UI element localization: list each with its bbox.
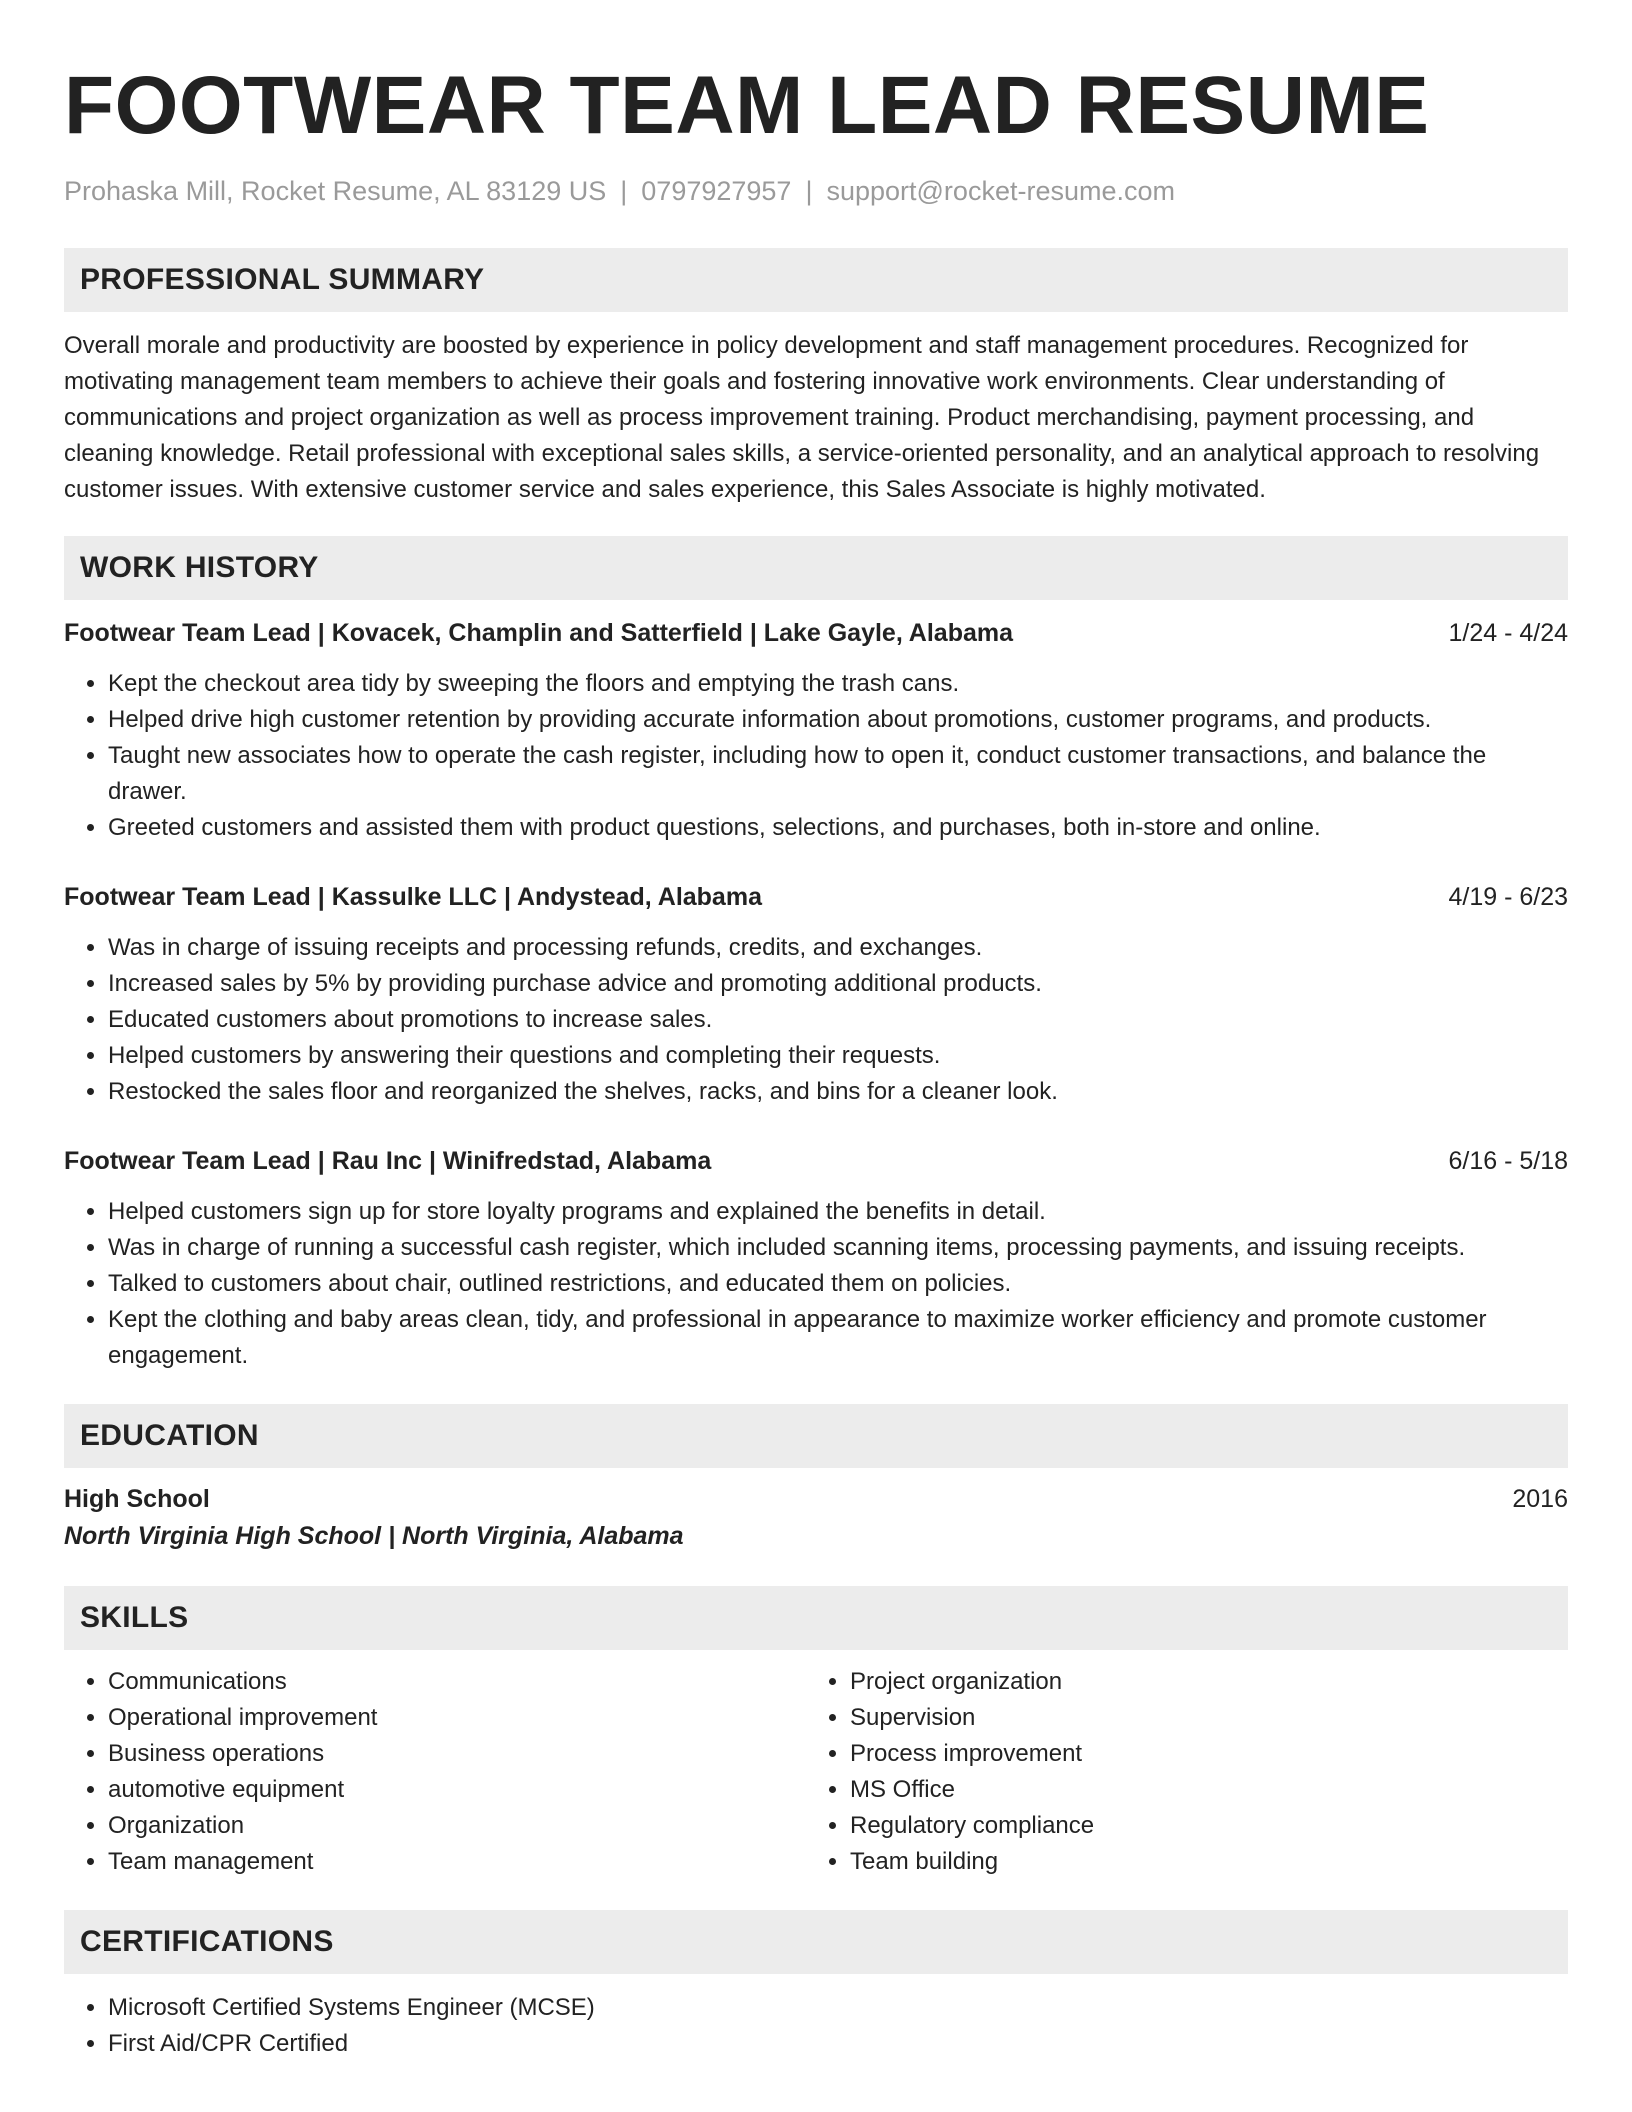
list-item: • automotive equipment <box>108 1772 806 1808</box>
job-header <box>64 1144 1568 1178</box>
list-item: • Increased sales by 5% by providing purchase advice and promoting additional products. <box>108 966 1568 1002</box>
list-item: • Helped customers by answering their questions and completing their requests. <box>108 1038 1568 1074</box>
list-item: • Business operations <box>108 1736 806 1772</box>
job-bullets <box>64 1194 1568 1374</box>
list-item: • Team building <box>850 1844 1566 1880</box>
skills-right-column <box>806 1664 1566 1880</box>
job-dates: 1/24 - 4/24 <box>1448 619 1568 647</box>
job-title: Footwear Team Lead | Kassulke LLC | Andystead, Alabama <box>64 883 762 911</box>
contact-line <box>64 174 1568 208</box>
list-item: • Restocked the sales floor and reorganized the shelves, racks, and bins for a cleaner look. <box>108 1074 1568 1110</box>
list-item: • Taught new associates how to operate the cash register, including how to open it, conduct customer transactions, and balance the drawer. <box>108 738 1568 810</box>
certifications-list <box>64 1990 1568 2062</box>
resume-title: FOOTWEAR TEAM LEAD RESUME <box>64 60 1430 151</box>
education-entry <box>64 1482 1568 1556</box>
job-title: Footwear Team Lead | Rau Inc | Winifredstad, Alabama <box>64 1147 712 1175</box>
list-item: • First Aid/CPR Certified <box>108 2026 1568 2062</box>
list-item: • Team management <box>108 1844 806 1880</box>
list-item: • Regulatory compliance <box>850 1808 1566 1844</box>
contact-separator: | <box>620 176 628 206</box>
list-item: • Kept the clothing and baby areas clean, tidy, and professional in appearance to maximize worker efficiency and promote customer engagement. <box>108 1302 1568 1374</box>
certifications-heading: CERTIFICATIONS <box>64 1910 1568 1974</box>
list-item: • Talked to customers about chair, outlined restrictions, and educated them on policies. <box>108 1266 1568 1302</box>
list-item: • Educated customers about promotions to increase sales. <box>108 1002 1568 1038</box>
skills-columns <box>64 1664 1568 1880</box>
list-item: • Greeted customers and assisted them with product questions, selections, and purchases, both in-store and online. <box>108 810 1568 846</box>
work-history-heading: WORK HISTORY <box>64 536 1568 600</box>
list-item: • Was in charge of issuing receipts and processing refunds, credits, and exchanges. <box>108 930 1568 966</box>
list-item: • Kept the checkout area tidy by sweeping the floors and emptying the trash cans. <box>108 666 1568 702</box>
job-entry <box>64 616 1568 846</box>
list-item: • Operational improvement <box>108 1700 806 1736</box>
job-dates: 4/19 - 6/23 <box>1448 883 1568 911</box>
job-bullets <box>64 930 1568 1110</box>
job-entry <box>64 1144 1568 1374</box>
contact-phone: 0797927957 <box>641 176 792 206</box>
job-header <box>64 880 1568 914</box>
list-item: • Communications <box>108 1664 806 1700</box>
education-school: North Virginia High School | North Virginia, Alabama <box>64 1522 684 1550</box>
summary-heading: PROFESSIONAL SUMMARY <box>64 248 1568 312</box>
skills-left-column <box>64 1664 806 1880</box>
summary-text: Overall morale and productivity are boosted by experience in policy development and staff management procedures. Recognized for motivating management team members to achieve their goals and fostering innovative work environments. Clear understanding of communications and project organization as well as process improvement training. Product merchandising, payment processing, and cleaning knowledge. Retail professional with exceptional sales skills, a service-oriented personality, and an analytical approach to resolving customer issues. With extensive customer service and sales experience, this Sales Associate is highly motivated. <box>64 332 1540 503</box>
job-entry <box>64 880 1568 1110</box>
list-item: • Helped customers sign up for store loyalty programs and explained the benefits in detail. <box>108 1194 1568 1230</box>
list-item: • Process improvement <box>850 1736 1566 1772</box>
contact-email: support@rocket-resume.com <box>826 176 1175 206</box>
list-item: • Project organization <box>850 1664 1566 1700</box>
contact-separator: | <box>805 176 813 206</box>
job-bullets <box>64 666 1568 846</box>
education-degree: High School <box>64 1485 210 1513</box>
list-item: • Microsoft Certified Systems Engineer (MCSE) <box>108 1990 1568 2026</box>
job-header <box>64 616 1568 650</box>
list-item: • Organization <box>108 1808 806 1844</box>
job-dates: 6/16 - 5/18 <box>1448 1147 1568 1175</box>
list-item: • Supervision <box>850 1700 1566 1736</box>
education-heading: EDUCATION <box>64 1404 1568 1468</box>
job-title: Footwear Team Lead | Kovacek, Champlin and Satterfield | Lake Gayle, Alabama <box>64 619 1014 647</box>
skills-heading: SKILLS <box>64 1586 1568 1650</box>
education-header <box>64 1482 1568 1516</box>
list-item: • MS Office <box>850 1772 1566 1808</box>
education-year: 2016 <box>1512 1485 1568 1513</box>
list-item: • Was in charge of running a successful cash register, which included scanning items, processing payments, and issuing receipts. <box>108 1230 1568 1266</box>
contact-address: Prohaska Mill, Rocket Resume, AL 83129 US <box>64 176 607 206</box>
list-item: • Helped drive high customer retention by providing accurate information about promotions, customer programs, and products. <box>108 702 1568 738</box>
